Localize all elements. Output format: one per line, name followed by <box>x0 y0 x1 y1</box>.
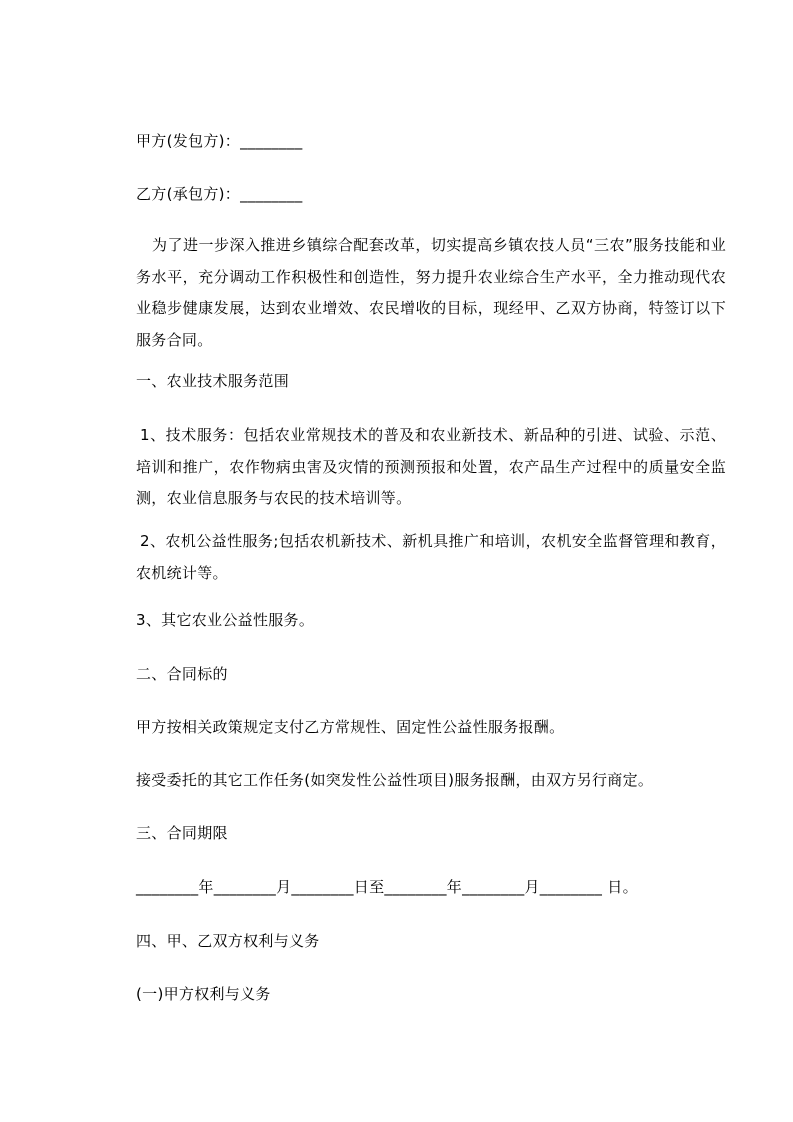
contract-term-line: ________年________月________日至________年________月________ 日。 <box>136 878 638 896</box>
party-b-line: 乙方(承包方)：________ <box>136 185 303 203</box>
section3-heading: 三、合同期限 <box>136 824 228 842</box>
party-a-line: 甲方(发包方)：________ <box>136 132 303 150</box>
section2-paragraph2: 接受委托的其它工作任务(如突发性公益性项目)服务报酬，由双方另行商定。 <box>136 771 654 789</box>
section1-item3: 3、其它农业公益性服务。 <box>136 611 315 629</box>
section1-heading: 一、农业技术服务范围 <box>136 372 290 390</box>
intro-paragraph: 为了进一步深入推进乡镇综合配套改革，切实提高乡镇农技人员“三农”服务技能和业务水平，充分调动工作积极性和创造性，努力提升农业综合生产水平，全力推动现代农业稳步健康发展，达到农业增效、农民增收的目标，现经甲、乙双方协商，特签订以下服务合同。 <box>136 236 726 349</box>
section1-item2: 2、农机公益性服务;包括农机新技术、新机具推广和培训，农机安全监督管理和教育，农机统计等。 <box>136 532 726 582</box>
section4-subheading-party-a: (一)甲方权利与义务 <box>136 985 271 1003</box>
section2-paragraph1: 甲方按相关政策规定支付乙方常规性、固定性公益性服务报酬。 <box>136 718 565 736</box>
section1-item1: 1、技术服务：包括农业常规技术的普及和农业新技术、新品种的引进、试验、示范、培训和推广，农作物病虫害及灾情的预测预报和处置，农产品生产过程中的质量安全监测，农业信息服务与农民的技术培训等。 <box>136 426 726 507</box>
section2-heading: 二、合同标的 <box>136 665 228 683</box>
section4-heading: 四、甲、乙双方权利与义务 <box>136 932 320 950</box>
